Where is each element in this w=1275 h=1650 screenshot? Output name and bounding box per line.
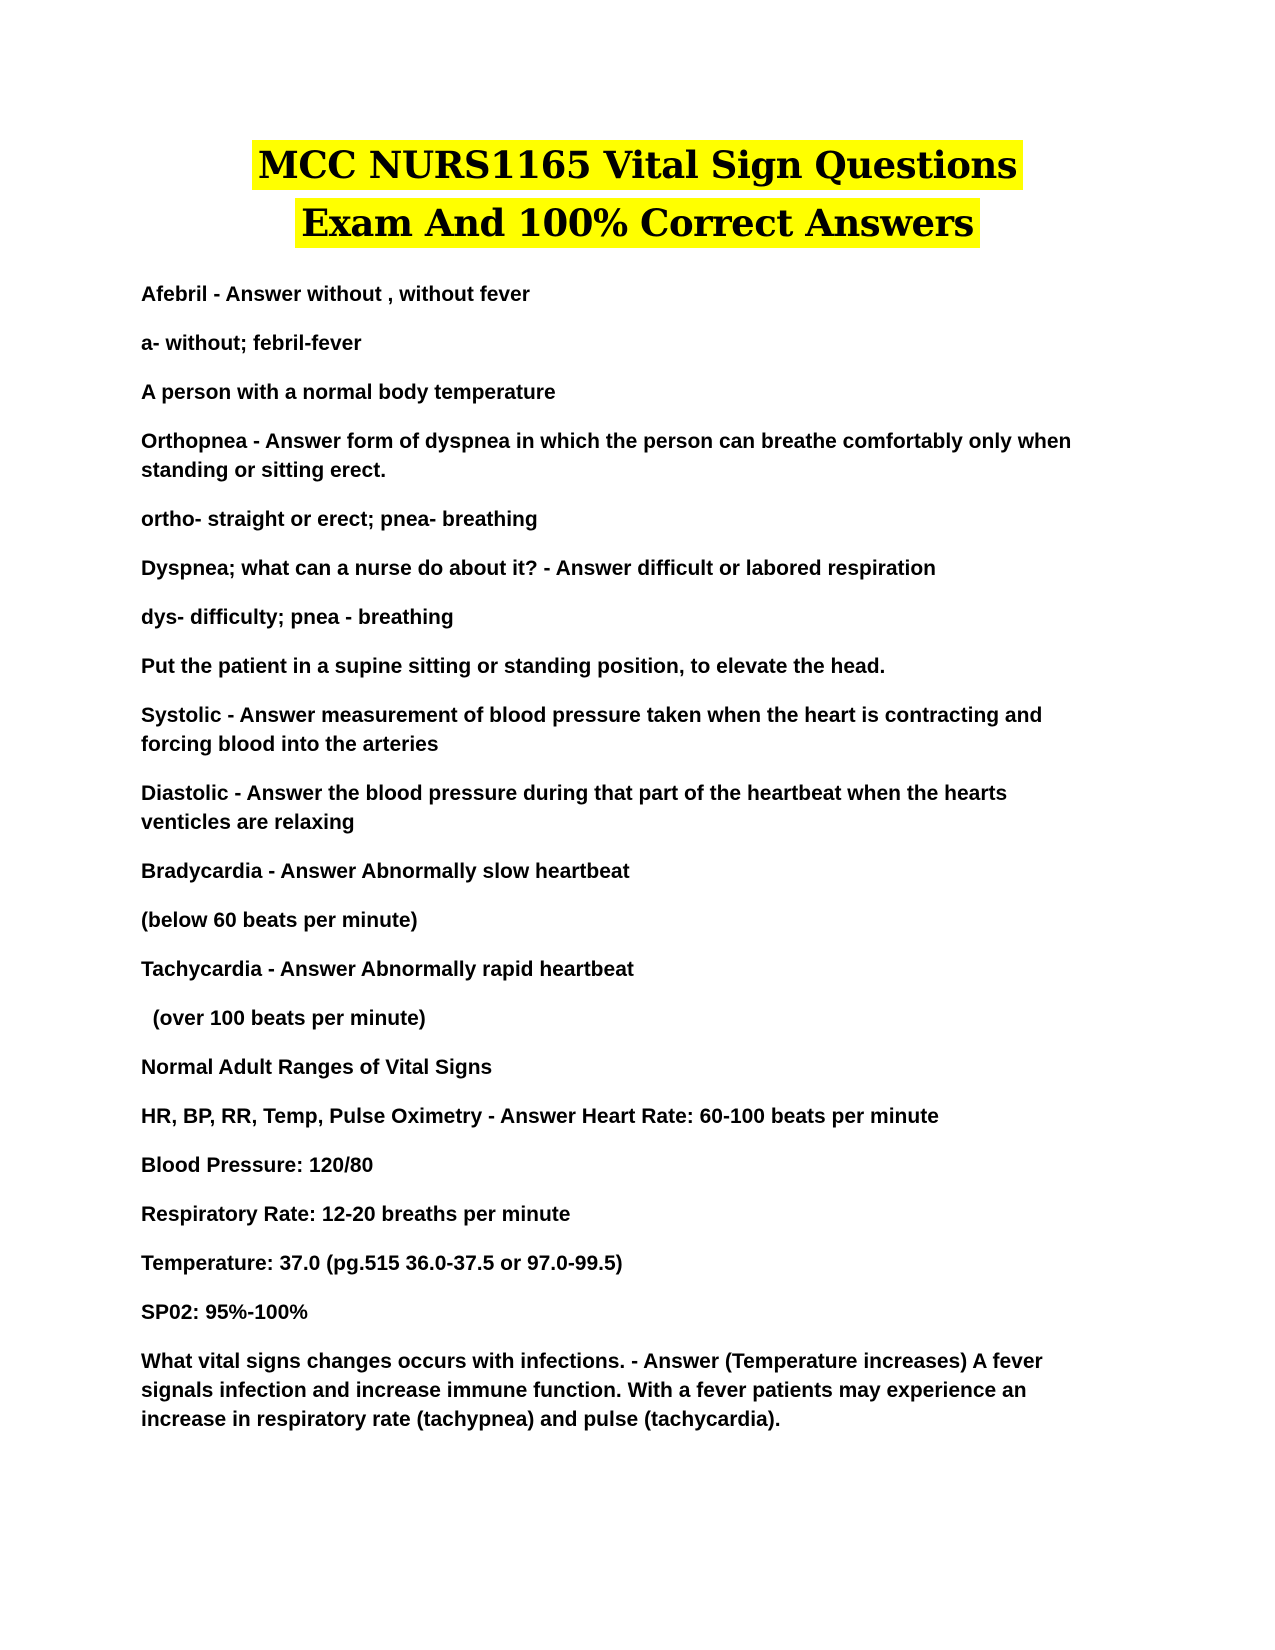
paragraph: Respiratory Rate: 12-20 breaths per minute	[141, 1203, 571, 1226]
paragraph: dys- difficulty; pnea - breathing	[141, 606, 454, 629]
paragraph: A person with a normal body temperature	[141, 381, 556, 404]
paragraph: What vital signs changes occurs with infections. - Answer (Temperature increases) A fever signals infection and increase immune function. With a fever patients may experience an increase in respiratory rate (tachypnea) and pulse (tachycardia).	[141, 1350, 1049, 1431]
document-body	[141, 280, 1101, 1454]
paragraph: SP02: 95%-100%	[141, 1301, 308, 1324]
paragraph: Afebril - Answer without , without fever	[141, 283, 530, 306]
paragraph: Put the patient in a supine sitting or standing position, to elevate the head.	[141, 655, 886, 678]
paragraph: Bradycardia - Answer Abnormally slow heartbeat	[141, 860, 630, 883]
title-line-2: Exam And 100% Correct Answers	[295, 198, 980, 248]
paragraph: Blood Pressure: 120/80	[141, 1154, 374, 1177]
paragraph: Normal Adult Ranges of Vital Signs	[141, 1056, 493, 1079]
paragraph: Systolic - Answer measurement of blood pressure taken when the heart is contracting and forcing blood into the arteries	[141, 704, 1049, 756]
paragraph: Diastolic - Answer the blood pressure during that part of the heartbeat when the hearts venticles are relaxing	[141, 782, 1014, 834]
paragraph: HR, BP, RR, Temp, Pulse Oximetry - Answer Heart Rate: 60-100 beats per minute	[141, 1105, 939, 1128]
paragraph: a- without; febril-fever	[141, 332, 362, 355]
title-line-1: MCC NURS1165 Vital Sign Questions	[252, 140, 1023, 190]
paragraph: Tachycardia - Answer Abnormally rapid heartbeat	[141, 958, 634, 981]
paragraph: Orthopnea - Answer form of dyspnea in which the person can breathe comfortably only when standing or sitting erect.	[141, 430, 1078, 482]
paragraph: (below 60 beats per minute)	[141, 909, 418, 932]
paragraph: (over 100 beats per minute)	[141, 1007, 426, 1030]
document-title	[0, 140, 1275, 248]
paragraph: ortho- straight or erect; pnea- breathing	[141, 508, 538, 531]
paragraph: Temperature: 37.0 (pg.515 36.0-37.5 or 97.0-99.5)	[141, 1252, 623, 1275]
paragraph: Dyspnea; what can a nurse do about it? - Answer difficult or labored respiration	[141, 557, 936, 580]
